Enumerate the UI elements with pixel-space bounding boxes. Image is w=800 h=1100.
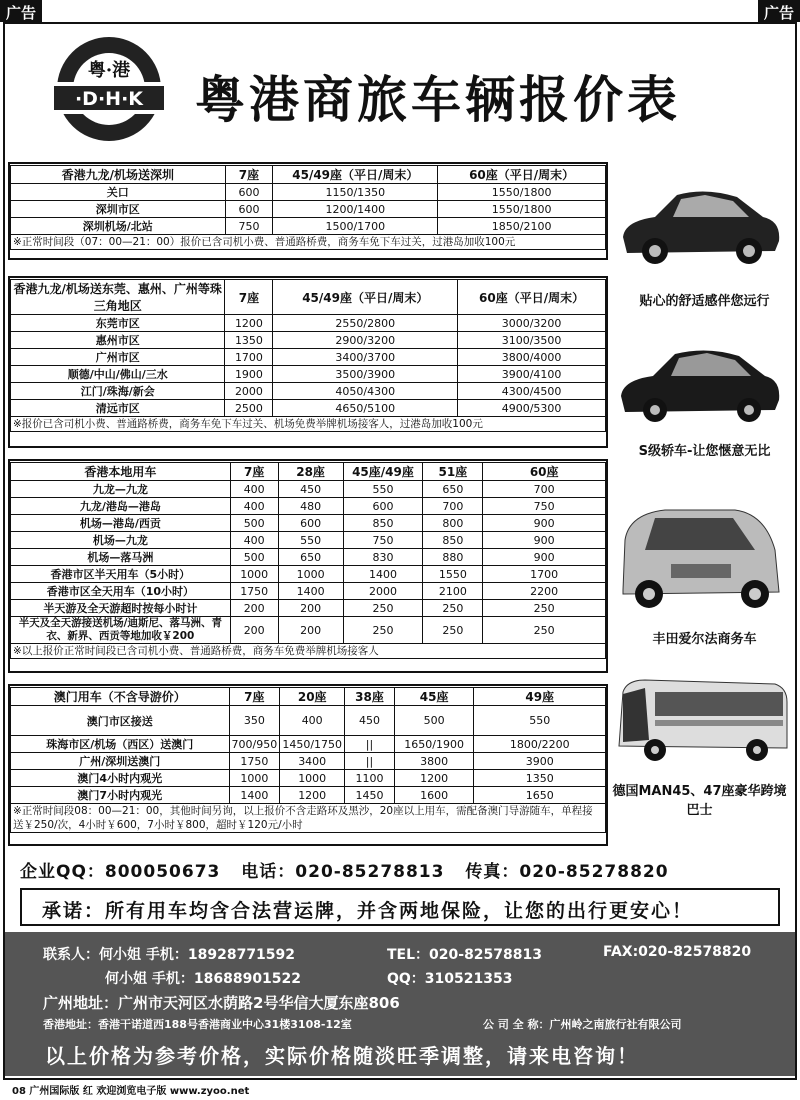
table-row	[11, 532, 606, 549]
price-cell: 480	[278, 498, 343, 515]
price-cell: 3400/3700	[273, 349, 458, 366]
column-header: 28座	[278, 463, 343, 481]
price-cell: 1600	[394, 787, 474, 804]
column-header: 38座	[345, 688, 395, 706]
price-cell: 200	[278, 617, 343, 644]
page-footer: 08 广州国际版 红 欢迎浏览电子版 www.zyoo.net	[12, 1086, 250, 1097]
price-cell: 350	[229, 706, 280, 736]
price-cell: 250	[423, 617, 483, 644]
price-cell: 450	[345, 706, 395, 736]
column-header: 45/49座（平日/周末）	[273, 280, 458, 315]
price-cell: 3500/3900	[273, 366, 458, 383]
ad-label-right: 广告	[758, 0, 800, 22]
price-cell: 4900/5300	[458, 400, 606, 417]
table-hk-to-shenzhen	[10, 165, 606, 250]
price-cell: 250	[483, 617, 606, 644]
logo-text-bottom: ·D·H·K	[74, 88, 144, 110]
route-cell: 半天游及全天游超时按每小时计	[11, 600, 231, 617]
route-cell: 澳门市区接送	[11, 706, 230, 736]
hongkong-address: 香港地址：香港干诺道西188号香港商业中心31楼3108-12室	[43, 1018, 352, 1031]
table-row	[11, 566, 606, 583]
price-cell: 600	[225, 184, 273, 201]
table-row	[11, 498, 606, 515]
route-cell: 顺德/中山/佛山/三水	[11, 366, 225, 383]
table-hk-local	[10, 462, 606, 659]
price-cell: 1400	[278, 583, 343, 600]
price-cell: 1550/1800	[438, 184, 606, 201]
price-cell: 3900	[474, 753, 606, 770]
table-row	[11, 383, 606, 400]
price-cell: 3000/3200	[458, 315, 606, 332]
column-header: 60座	[483, 463, 606, 481]
table-row	[11, 201, 606, 218]
alphard-image	[615, 500, 785, 615]
route-cell: 九龙/港岛—港岛	[11, 498, 231, 515]
table-macau	[10, 687, 606, 833]
price-cell: 700	[483, 481, 606, 498]
price-cell: 3800	[394, 753, 474, 770]
price-cell: 1200/1400	[273, 201, 438, 218]
price-cell: 1000	[278, 566, 343, 583]
price-cell: 600	[225, 201, 273, 218]
price-cell: 1450/1750	[280, 736, 345, 753]
table-row	[11, 349, 606, 366]
column-header: 7座	[225, 280, 273, 315]
phone: 电话：020-85278813	[241, 862, 445, 882]
price-cell: 900	[483, 532, 606, 549]
table-row	[11, 549, 606, 566]
price-cell: 850	[423, 532, 483, 549]
table-row	[11, 787, 606, 804]
price-cell: 1750	[229, 753, 280, 770]
price-cell: 830	[343, 549, 423, 566]
column-header: 45/49座（平日/周末）	[273, 166, 438, 184]
column-header: 51座	[423, 463, 483, 481]
logo-text-top: 粤·港	[87, 60, 131, 81]
price-cell: 400	[280, 706, 345, 736]
price-cell: 3800/4000	[458, 349, 606, 366]
price-cell: 750	[483, 498, 606, 515]
price-cell: 600	[343, 498, 423, 515]
price-cell: 850	[343, 515, 423, 532]
price-cell: 400	[230, 532, 278, 549]
fax: 传真：020-85278820	[465, 862, 669, 882]
column-header: 香港九龙/机场送东莞、惠州、广州等珠三角地区	[11, 280, 225, 315]
price-cell: 880	[423, 549, 483, 566]
column-header: 49座	[474, 688, 606, 706]
price-cell: 3100/3500	[458, 332, 606, 349]
table-row	[11, 218, 606, 235]
price-cell: 4050/4300	[273, 383, 458, 400]
route-cell: 机场—港岛/西贡	[11, 515, 231, 532]
route-cell: 半天及全天游接送机场/迪斯尼、落马洲、青衣、新界、西贡等地加收￥200	[11, 617, 231, 644]
column-header: 7座	[230, 463, 278, 481]
route-cell: 澳门7小时内观光	[11, 787, 230, 804]
table-row	[11, 184, 606, 201]
price-cell: 200	[278, 600, 343, 617]
s-class-image	[615, 340, 785, 430]
price-cell: 2100	[423, 583, 483, 600]
table-row	[11, 706, 606, 736]
route-cell: 江门/珠海/新会	[11, 383, 225, 400]
caption-3: 丰田爱尔法商务车	[652, 632, 757, 647]
price-cell: ||	[345, 736, 395, 753]
guangzhou-address: 广州地址：广州市天河区水荫路2号华信大厦东座806	[43, 994, 400, 1012]
price-cell: 1800/2200	[474, 736, 606, 753]
price-cell: 3900/4100	[458, 366, 606, 383]
man-bus-image	[615, 672, 790, 767]
price-cell: 1550/1800	[438, 201, 606, 218]
column-header: 7座	[229, 688, 280, 706]
price-cell: 2000	[225, 383, 273, 400]
caption-2: S级轿车-让您惬意无比	[638, 444, 771, 459]
price-cell: 4650/5100	[273, 400, 458, 417]
table-note: ※报价已含司机小费、普通路桥费，商务车免下车过关、机场免费举牌机场接客人，过港岛加收100元	[11, 417, 606, 432]
table-row	[11, 366, 606, 383]
price-cell: 2900/3200	[273, 332, 458, 349]
route-cell: 珠海市区/机场（西区）送澳门	[11, 736, 230, 753]
qq-number: QQ：310521353	[387, 971, 513, 987]
company-name: 公 司 全 称：广州岭之南旅行社有限公司	[483, 1018, 682, 1031]
table-header-row	[11, 463, 606, 481]
price-cell: 1550	[423, 566, 483, 583]
price-cell: 1900	[225, 366, 273, 383]
price-cell: 1650/1900	[394, 736, 474, 753]
price-cell: 200	[230, 617, 278, 644]
price-cell: 1350	[225, 332, 273, 349]
table-hk-to-prd	[10, 279, 606, 432]
route-cell: 广州/深圳送澳门	[11, 753, 230, 770]
column-header: 20座	[280, 688, 345, 706]
price-cell: 200	[230, 600, 278, 617]
price-cell: 1200	[225, 315, 273, 332]
table-header-row	[11, 688, 606, 706]
price-cell: 700/950	[229, 736, 280, 753]
column-header: 澳门用车（不含导游价）	[11, 688, 230, 706]
contact-person-2: 何小姐 手机：18688901522	[105, 971, 302, 987]
price-cell: 1400	[229, 787, 280, 804]
price-cell: 250	[423, 600, 483, 617]
price-cell: 2500	[225, 400, 273, 417]
price-cell: 1850/2100	[438, 218, 606, 235]
price-cell: 750	[225, 218, 273, 235]
route-cell: 深圳机场/北站	[11, 218, 226, 235]
price-cell: 1000	[280, 770, 345, 787]
price-cell: ||	[345, 753, 395, 770]
price-cell: 450	[278, 481, 343, 498]
price-cell: 400	[230, 481, 278, 498]
price-cell: 700	[423, 498, 483, 515]
price-cell: 750	[343, 532, 423, 549]
column-header: 香港本地用车	[11, 463, 231, 481]
price-cell: 2550/2800	[273, 315, 458, 332]
table-row	[11, 400, 606, 417]
ad-label-left: 广告	[0, 0, 42, 22]
price-cell: 1650	[474, 787, 606, 804]
price-cell: 550	[474, 706, 606, 736]
price-cell: 1000	[230, 566, 278, 583]
table-row	[11, 583, 606, 600]
price-cell: 1750	[230, 583, 278, 600]
column-header: 60座（平日/周末）	[458, 280, 606, 315]
price-disclaimer: 以上价格为参考价格，实际价格随淡旺季调整，请来电咨询！	[45, 1044, 639, 1068]
price-cell: 1100	[345, 770, 395, 787]
price-cell: 600	[278, 515, 343, 532]
page-title: 粤港商旅车辆报价表	[195, 70, 681, 129]
fax-number: FAX:020-82578820	[603, 944, 752, 960]
table-header-row	[11, 166, 606, 184]
contact-band	[5, 932, 795, 1076]
contact-person-1: 联系人：何小姐 手机：18928771592	[43, 947, 296, 963]
price-cell: 500	[230, 515, 278, 532]
table-note: ※以上报价正常时间段已含司机小费、普通路桥费，商务车免费举牌机场接客人	[11, 644, 606, 659]
route-cell: 香港市区全天用车（10小时）	[11, 583, 231, 600]
price-cell: 1200	[394, 770, 474, 787]
caption-1: 贴心的舒适感伴您远行	[639, 294, 770, 309]
price-cell: 1200	[280, 787, 345, 804]
route-cell: 澳门4小时内观光	[11, 770, 230, 787]
dhk-logo	[50, 34, 168, 144]
price-cell: 2200	[483, 583, 606, 600]
table-row	[11, 617, 606, 644]
promise-banner: 承诺：所有用车均含合法营运牌，并含两地保险，让您的出行更安心！	[20, 888, 780, 926]
price-cell: 800	[423, 515, 483, 532]
table-row	[11, 332, 606, 349]
price-cell: 1400	[343, 566, 423, 583]
price-cell: 900	[483, 515, 606, 532]
column-header: 45座/49座	[343, 463, 423, 481]
caption-4: 德国MAN45、47座豪华跨境巴士	[612, 784, 787, 818]
price-cell: 550	[278, 532, 343, 549]
price-cell: 1150/1350	[273, 184, 438, 201]
price-cell: 1450	[345, 787, 395, 804]
price-cell: 550	[343, 481, 423, 498]
route-cell: 机场—九龙	[11, 532, 231, 549]
table-row	[11, 600, 606, 617]
column-header: 7座	[225, 166, 273, 184]
price-cell: 1700	[483, 566, 606, 583]
price-cell: 250	[343, 617, 423, 644]
route-cell: 九龙—九龙	[11, 481, 231, 498]
price-cell: 1500/1700	[273, 218, 438, 235]
price-cell: 1700	[225, 349, 273, 366]
price-cell: 650	[278, 549, 343, 566]
sedan-image	[615, 175, 785, 275]
table-row	[11, 315, 606, 332]
price-cell: 500	[394, 706, 474, 736]
route-cell: 关口	[11, 184, 226, 201]
contact-line	[20, 857, 683, 882]
table-header-row	[11, 280, 606, 315]
table-note: ※正常时间段（07：00—21：00）报价已含司机小费、普通路桥费，商务车免下车过关，过港岛加收100元	[11, 235, 606, 250]
table-note: ※正常时间段08：00—21：00，其他时间另询，以上报价不含走路环及黑沙，20座以上用车，需配备澳门导游随车，单程接送￥250/次，4小时￥600，7小时￥800，超时￥120元/小时	[11, 804, 606, 833]
price-cell: 250	[343, 600, 423, 617]
price-cell: 1350	[474, 770, 606, 787]
tel-number: TEL：020-82578813	[387, 947, 542, 963]
price-cell: 650	[423, 481, 483, 498]
table-row	[11, 753, 606, 770]
route-cell: 香港市区半天用车（5小时）	[11, 566, 231, 583]
price-cell: 250	[483, 600, 606, 617]
price-cell: 500	[230, 549, 278, 566]
column-header: 60座（平日/周末）	[438, 166, 606, 184]
route-cell: 深圳市区	[11, 201, 226, 218]
price-cell: 2000	[343, 583, 423, 600]
route-cell: 东莞市区	[11, 315, 225, 332]
route-cell: 机场—落马洲	[11, 549, 231, 566]
price-cell: 3400	[280, 753, 345, 770]
column-header: 45座	[394, 688, 474, 706]
table-row	[11, 481, 606, 498]
column-header: 香港九龙/机场送深圳	[11, 166, 226, 184]
price-cell: 900	[483, 549, 606, 566]
route-cell: 广州市区	[11, 349, 225, 366]
table-row	[11, 770, 606, 787]
table-row	[11, 515, 606, 532]
route-cell: 清远市区	[11, 400, 225, 417]
price-cell: 1000	[229, 770, 280, 787]
route-cell: 惠州市区	[11, 332, 225, 349]
corporate-qq: 企业QQ：800050673	[20, 862, 221, 882]
table-row	[11, 736, 606, 753]
price-cell: 400	[230, 498, 278, 515]
price-cell: 4300/4500	[458, 383, 606, 400]
